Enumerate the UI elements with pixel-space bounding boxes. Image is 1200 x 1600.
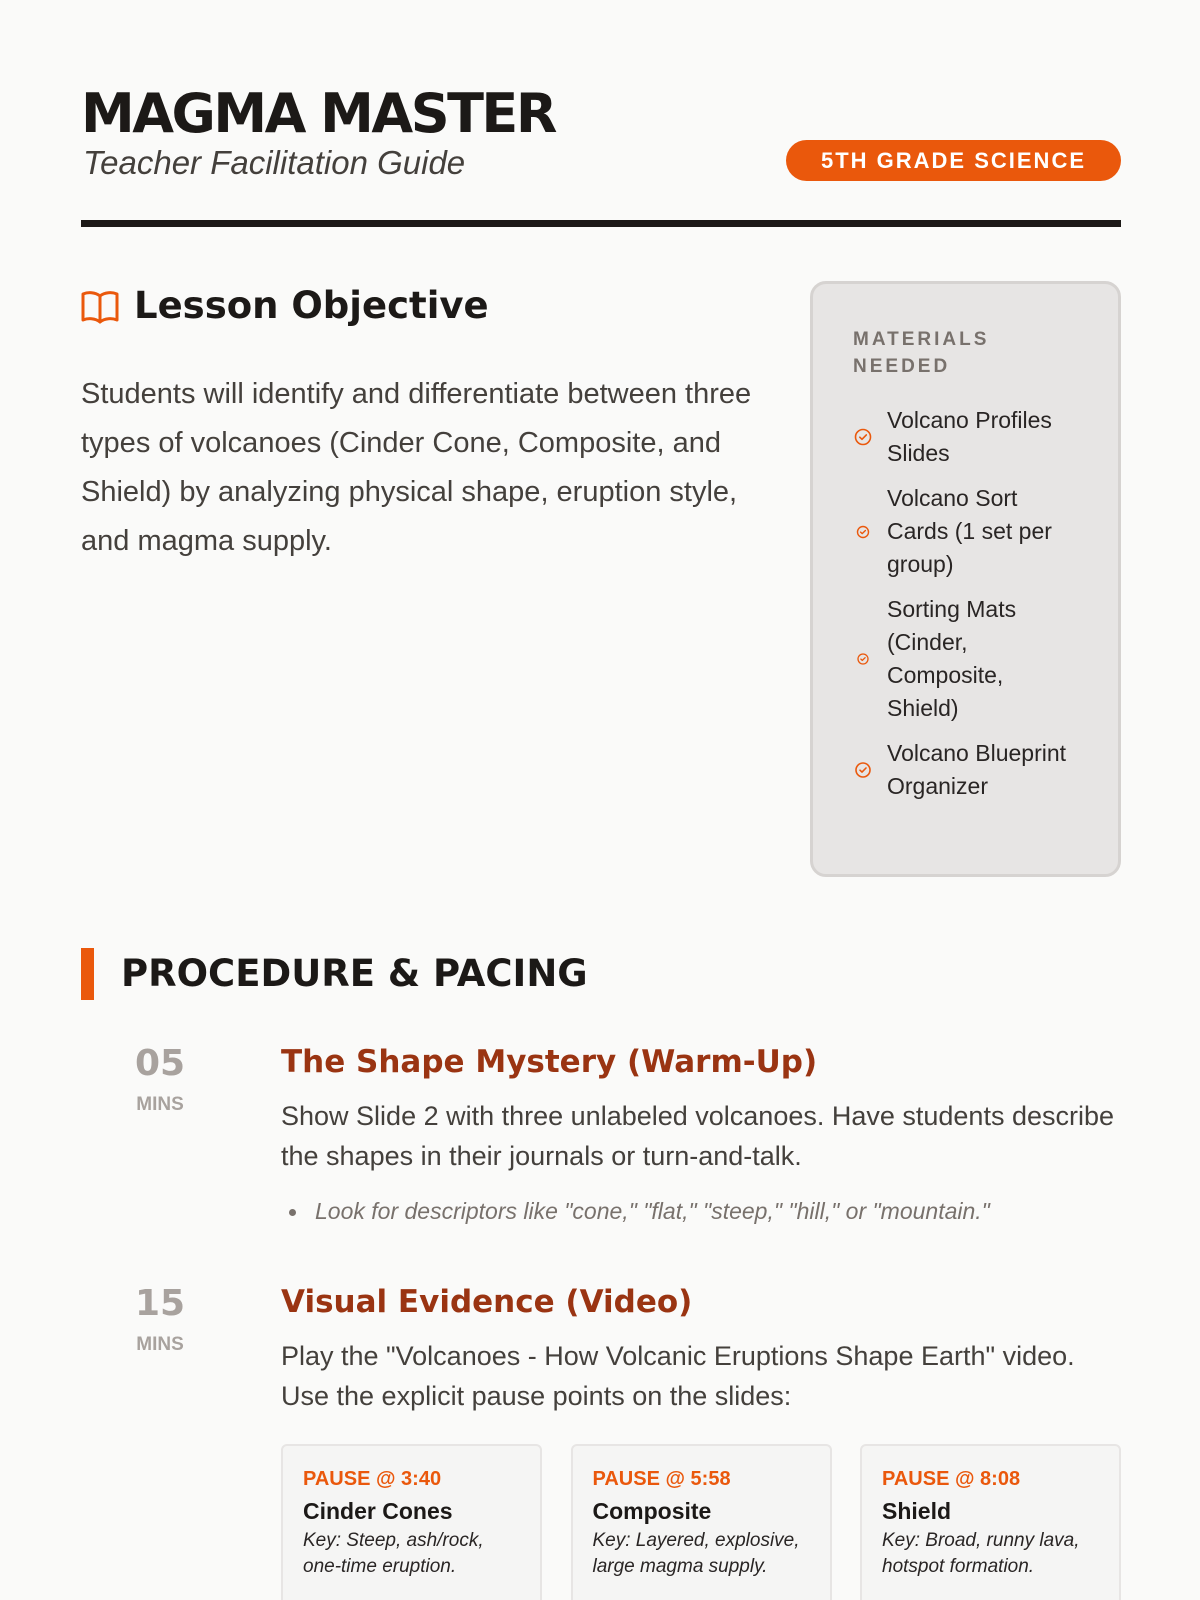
lesson-guide-page <box>81 0 1121 1600</box>
step-text: Show Slide 2 with three unlabeled volcanoes. Have students describe the shapes in their journals or turn-and-talk. <box>281 1101 1115 1171</box>
accent-bar <box>81 948 94 1000</box>
check-circle-icon <box>853 760 873 780</box>
list-item <box>853 482 1096 581</box>
step-title: Visual Evidence (Video) <box>281 1284 693 1320</box>
pause-time: PAUSE @ 3:40 <box>303 1468 442 1490</box>
check-circle-icon <box>853 649 873 669</box>
procedure-heading <box>81 948 1121 1000</box>
guide-header <box>81 82 1121 226</box>
material-label: Sorting Mats (Cinder, Composite, Shield) <box>887 596 1017 721</box>
step-minutes: 15 <box>134 1283 186 1324</box>
materials-panel <box>810 281 1121 877</box>
objective-text: Students will identify and differentiate between three types of volcanoes (Cinder Cone, Composite, and Shield) by analyzing physical shape, eruption style, and magma supply. <box>81 378 752 557</box>
list-item <box>853 737 1096 803</box>
step-body <box>281 1042 1121 1226</box>
step-body <box>281 1282 1121 1600</box>
list-item <box>853 404 1096 470</box>
page-subtitle: Teacher Facilitation Guide <box>83 144 466 181</box>
pause-key-notes: Key: Layered, explosive, large magma supply. <box>592 1530 800 1577</box>
material-label: Volcano Profiles Slides <box>887 407 1052 466</box>
book-icon <box>81 290 119 324</box>
material-label: Volcano Blueprint Organizer <box>887 740 1067 799</box>
lesson-objective-section <box>81 284 761 566</box>
step-text: Play the "Volcanoes - How Volcanic Eruptions Shape Earth" video. Use the explicit pause points on the slides: <box>281 1341 1075 1411</box>
pause-volcano-name: Shield <box>882 1498 952 1524</box>
step-tip <box>281 1196 1121 1226</box>
objective-title: Lesson Objective <box>134 284 489 327</box>
procedure-section <box>81 948 1121 1577</box>
step-minutes-unit: MINS <box>136 1334 184 1355</box>
page-title: MAGMA MASTER <box>81 82 555 145</box>
materials-title: MATERIALS NEEDED <box>853 329 990 377</box>
pause-card <box>860 1444 1121 1600</box>
bullet-icon <box>289 1209 296 1216</box>
pause-volcano-name: Cinder Cones <box>303 1498 453 1524</box>
step-minutes-unit: MINS <box>136 1094 184 1115</box>
header-divider <box>81 220 1121 227</box>
pause-points <box>281 1444 1121 1600</box>
pause-volcano-name: Composite <box>592 1498 712 1524</box>
pause-time: PAUSE @ 5:58 <box>592 1468 731 1490</box>
check-circle-icon <box>853 427 873 447</box>
pause-card <box>281 1444 542 1600</box>
step-minutes: 05 <box>134 1043 186 1084</box>
materials-list <box>853 404 1096 803</box>
pause-card <box>571 1444 832 1600</box>
material-label: Volcano Sort Cards (1 set per group) <box>887 485 1052 577</box>
grade-badge: 5TH GRADE SCIENCE <box>786 140 1121 181</box>
step-duration <box>105 1284 215 1356</box>
pause-key-notes: Key: Broad, runny lava, hotspot formation. <box>882 1530 1080 1577</box>
step-title: The Shape Mystery (Warm-Up) <box>281 1044 818 1080</box>
objective-heading <box>81 284 761 332</box>
pause-time: PAUSE @ 8:08 <box>882 1468 1021 1490</box>
pause-key-notes: Key: Steep, ash/rock, one-time eruption. <box>303 1530 484 1577</box>
list-item <box>853 593 1096 725</box>
procedure-title: PROCEDURE & PACING <box>121 952 588 995</box>
step-duration <box>105 1044 215 1116</box>
check-circle-icon <box>853 522 873 542</box>
step-tip-text: Look for descriptors like "cone," "flat," "steep," "hill," or "mountain." <box>315 1198 990 1224</box>
